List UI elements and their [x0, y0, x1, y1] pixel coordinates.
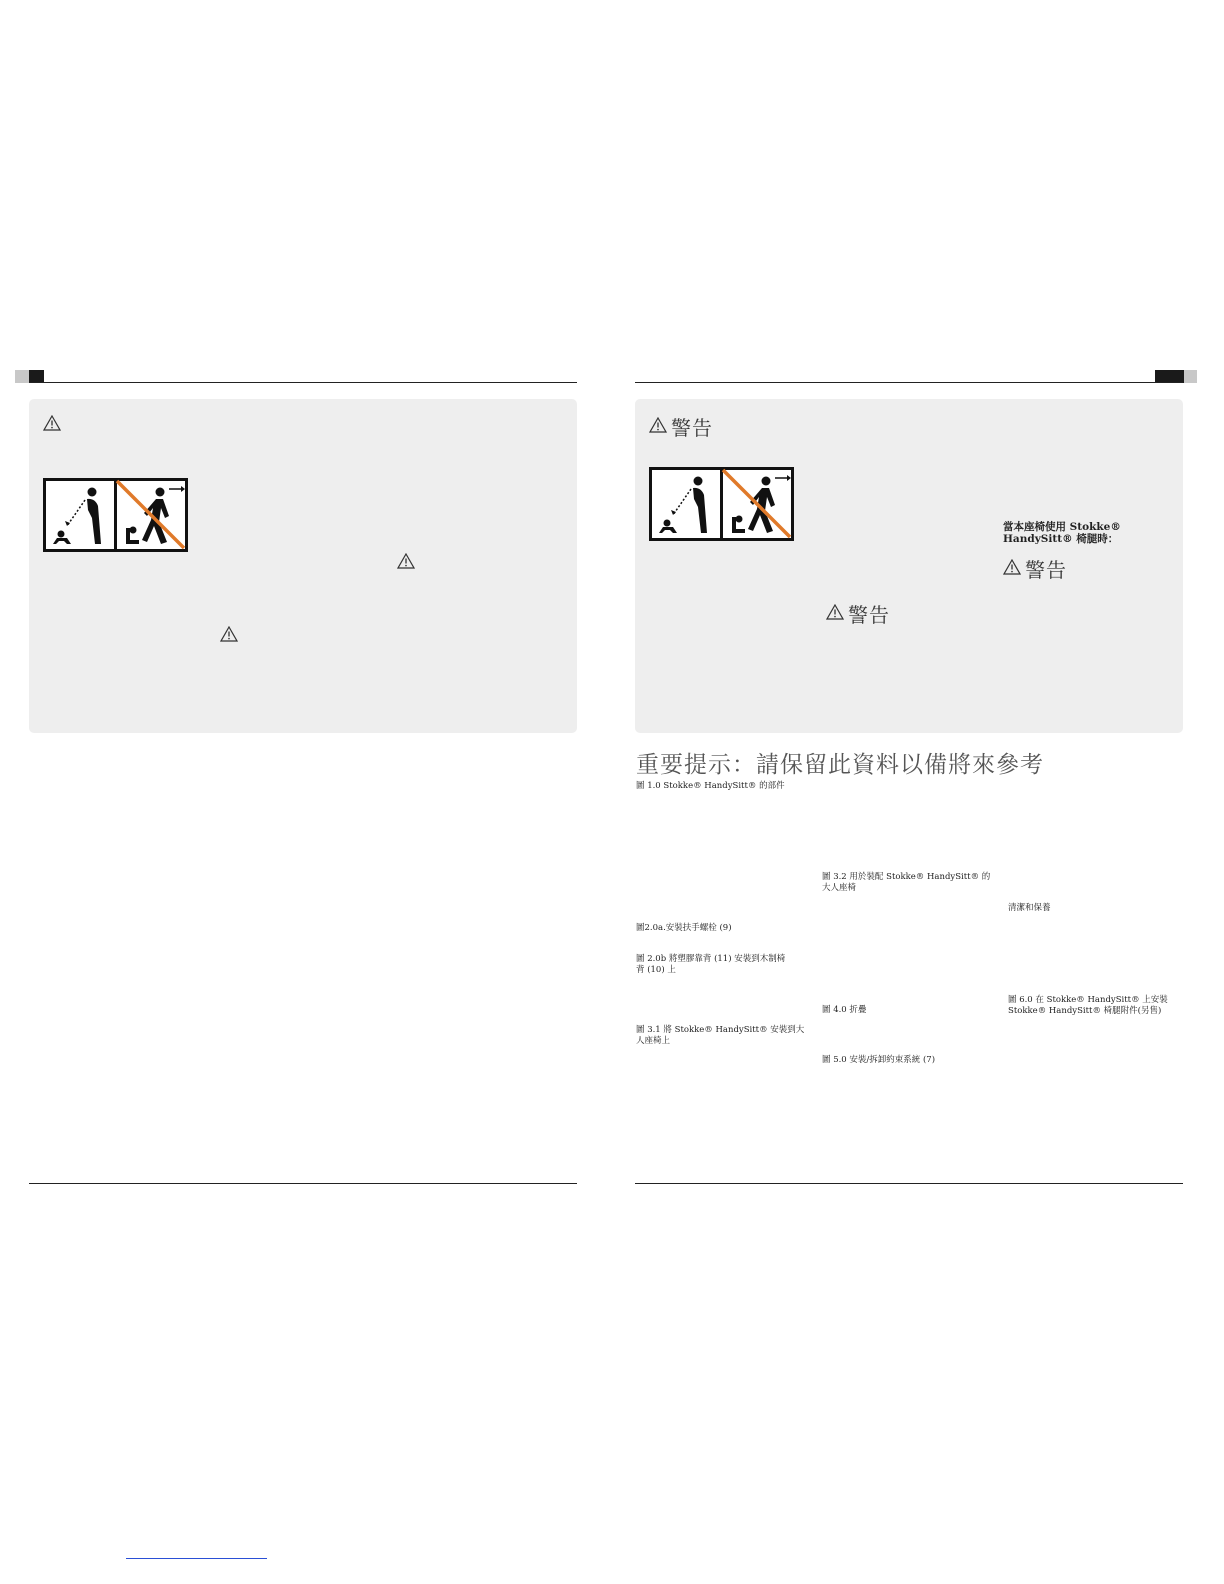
warning-triangle-icon	[649, 417, 667, 437]
right-warning-panel	[635, 399, 1183, 733]
caption-fig-3-2: 圖 3.2 用於裝配 Stokke® HandySitt® 的 大人座椅	[822, 872, 991, 893]
warning-title: 警告	[1025, 558, 1067, 582]
warning-triangle-icon	[43, 415, 61, 431]
do-not-leave-child-pictogram	[649, 466, 795, 542]
caption-fig-2-0b: 圖 2.0b 將塑膠靠背 (11) 安裝到木制椅 背 (10) 上	[636, 954, 786, 975]
warning-heading	[826, 599, 890, 628]
caption-fig-6-0: 圖 6.0 在 Stokke® HandySitt® 上安裝 Stokke® HandySitt® 椅腿附件(另售)	[1008, 995, 1168, 1016]
warning-triangle-icon	[826, 604, 844, 624]
handysitt-legs-heading: 當本座椅使用 Stokke® HandySitt® 椅腿時：	[1003, 521, 1121, 545]
warning-heading	[649, 412, 713, 441]
right-tab-light	[1184, 370, 1197, 383]
warning-triangle-icon	[1003, 559, 1021, 579]
caption-fig-1-0: 圖 1.0 Stokke® HandySitt® 的部件	[636, 781, 785, 791]
caption-cleaning: 清潔和保養	[1008, 903, 1051, 913]
left-bottom-rule	[29, 1183, 577, 1184]
do-not-leave-child-pictogram	[43, 478, 189, 552]
right-bottom-rule	[635, 1183, 1183, 1184]
hyperlink-underline[interactable]	[126, 1558, 267, 1559]
warning-heading	[1003, 554, 1067, 583]
right-top-rule	[635, 382, 1183, 383]
caption-fig-5-0: 圖 5.0 安裝/拆卸約束系統 (7)	[822, 1055, 936, 1065]
caption-fig-4-0: 圖 4.0 折疊	[822, 1005, 867, 1015]
warning-title: 警告	[671, 416, 713, 440]
left-top-rule	[29, 382, 577, 383]
caption-fig-2-0a: 圖2.0a.安裝扶手螺栓 (9)	[636, 923, 732, 933]
left-tab-light	[15, 370, 29, 383]
caption-fig-3-1: 圖 3.1 將 Stokke® HandySitt® 安裝到大 人座椅上	[636, 1025, 805, 1046]
warning-title: 警告	[848, 603, 890, 627]
left-warning-panel	[29, 399, 577, 733]
important-notice-title: 重要提示：請保留此資料以備將來參考	[636, 752, 1044, 778]
warning-triangle-icon	[220, 626, 238, 642]
warning-triangle-icon	[397, 553, 415, 569]
